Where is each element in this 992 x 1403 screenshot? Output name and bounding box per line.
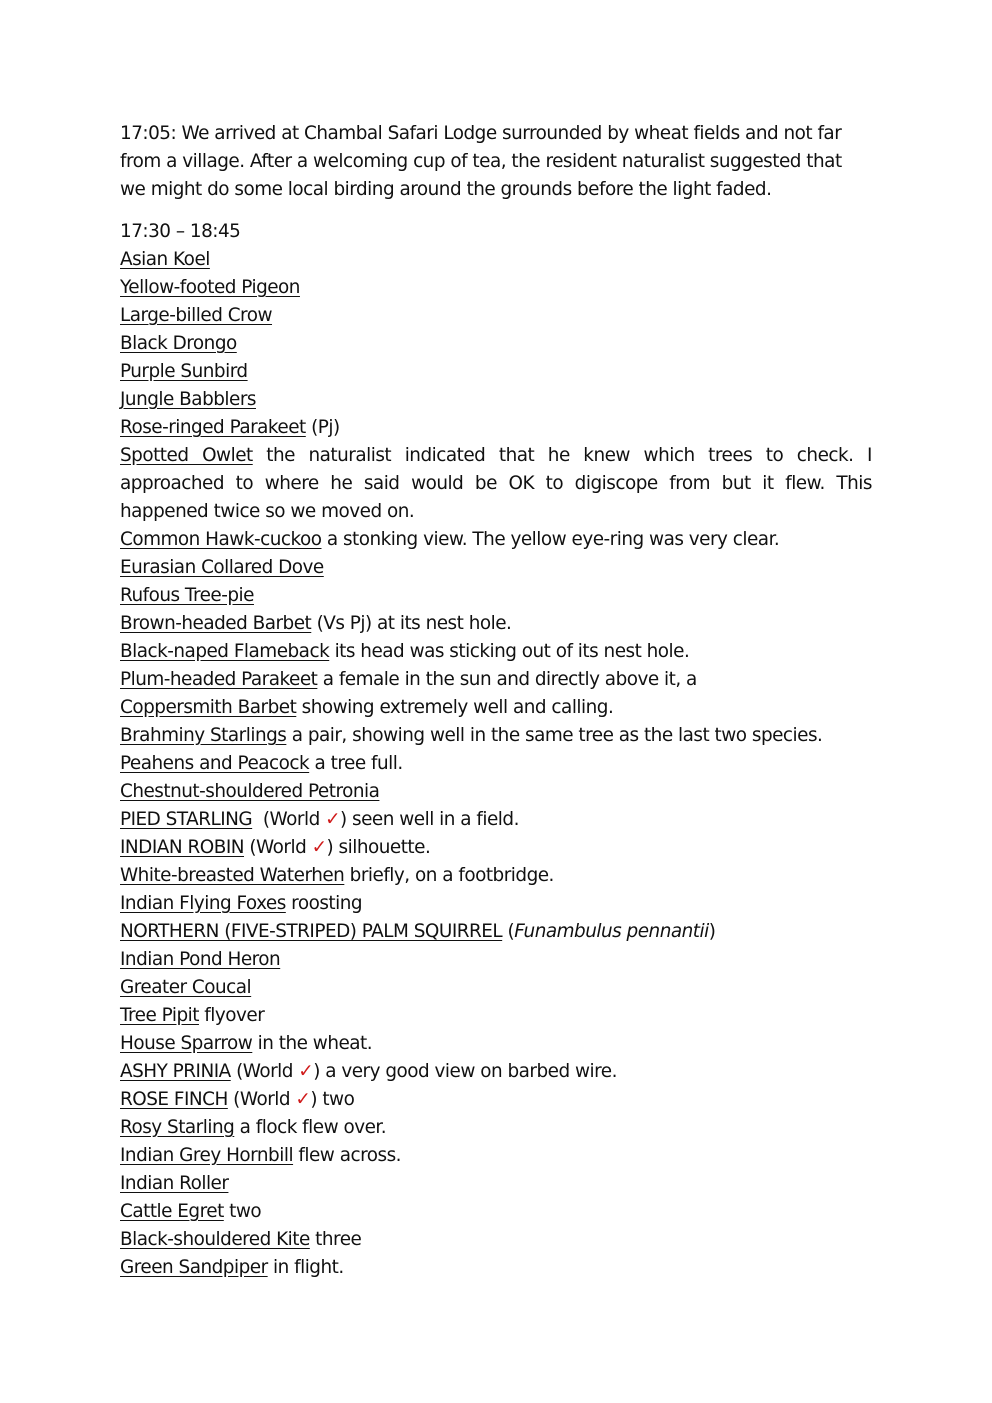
sighting-entry	[120, 386, 872, 414]
sighting-entry	[120, 358, 872, 386]
sighting-note: (Pj)	[305, 417, 340, 438]
sighting-note: flyover	[198, 1005, 265, 1026]
species-name: ROSE FINCH	[120, 1089, 228, 1110]
sighting-entry	[120, 918, 872, 946]
species-name: Jungle Babblers	[120, 389, 256, 410]
species-name: Cattle Egret	[120, 1201, 224, 1222]
sighting-entry	[120, 1226, 872, 1254]
sighting-entry	[120, 582, 872, 610]
sighting-note-suffix: ) a very good view on barbed wire.	[313, 1061, 617, 1082]
sighting-entry	[120, 554, 872, 582]
sighting-note-prefix: (World	[230, 1061, 299, 1082]
sighting-entry	[120, 1142, 872, 1170]
sighting-entry	[120, 694, 872, 722]
species-name: Rose-ringed Parakeet	[120, 417, 306, 438]
species-name: House Sparrow	[120, 1033, 253, 1054]
sighting-note-prefix: (World	[227, 1089, 296, 1110]
sighting-entry	[120, 834, 872, 862]
sighting-entry	[120, 246, 872, 274]
sighting-entry	[120, 302, 872, 330]
sighting-entry	[120, 1030, 872, 1058]
sighting-entry	[120, 862, 872, 890]
sighting-note: three	[309, 1229, 362, 1250]
species-name: Plum-headed Parakeet	[120, 669, 318, 690]
species-name: Chestnut-shouldered Petronia	[120, 781, 380, 802]
sighting-entry	[120, 1254, 872, 1282]
species-name: Spotted Owlet	[120, 445, 253, 466]
species-name: PIED STARLING	[120, 809, 253, 830]
species-name: Asian Koel	[120, 249, 210, 270]
species-name: Black Drongo	[120, 333, 237, 354]
sighting-note: in the wheat.	[252, 1033, 373, 1054]
intro-paragraph: 17:05: We arrived at Chambal Safari Lodge surrounded by wheat fields and not far from a village. After a welcoming cup of tea, the resident naturalist suggested that we might do some local birding around the grounds before the light faded.	[120, 123, 842, 200]
sighting-entry	[120, 638, 872, 666]
sighting-note: its head was sticking out of its nest hole.	[329, 641, 690, 662]
species-name: Black-shouldered Kite	[120, 1229, 310, 1250]
sighting-note-prefix: (World	[244, 837, 312, 858]
sighting-entry	[120, 442, 878, 526]
sighting-entry	[120, 526, 872, 554]
species-name: Indian Pond Heron	[120, 949, 281, 970]
tick-icon: ✓	[298, 1061, 314, 1082]
sighting-note-prefix: (World	[252, 809, 326, 830]
species-name: Indian Grey Hornbill	[120, 1145, 294, 1166]
sighting-entry	[120, 722, 872, 750]
sighting-entry	[120, 890, 872, 918]
sighting-note: the naturalist indicated that he knew which trees to check. I approached to where he said would be OK to digiscope from but it flew. This happened twice so we moved on.	[120, 445, 878, 522]
species-name: Tree Pipit	[120, 1005, 199, 1026]
sighting-entry	[120, 1114, 872, 1142]
species-name: White-breasted Waterhen	[120, 865, 345, 886]
sighting-note: flew across.	[293, 1145, 401, 1166]
sighting-entry	[120, 946, 872, 974]
sighting-entry	[120, 778, 872, 806]
species-name: Yellow-footed Pigeon	[120, 277, 300, 298]
sighting-entry	[120, 1002, 872, 1030]
species-name: Large-billed Crow	[120, 305, 273, 326]
sighting-entry	[120, 414, 872, 442]
species-name: NORTHERN (FIVE-STRIPED) PALM SQUIRREL	[120, 921, 503, 942]
sightings-list	[120, 246, 878, 1282]
sighting-note: a female in the sun and directly above it, a	[317, 669, 697, 690]
sighting-entry	[120, 806, 872, 834]
species-name: Peahens and Peacock	[120, 753, 310, 774]
species-name: Indian Roller	[120, 1173, 229, 1194]
species-name: Rosy Starling	[120, 1117, 235, 1138]
sighting-note: a pair, showing well in the same tree as the last two species.	[286, 725, 823, 746]
sighting-entry	[120, 1086, 872, 1114]
sighting-note-suffix: ) seen well in a field.	[340, 809, 519, 830]
species-name: Green Sandpiper	[120, 1257, 268, 1278]
sighting-note-prefix: (	[502, 921, 515, 942]
species-name: Greater Coucal	[120, 977, 252, 998]
sighting-entry	[120, 1058, 872, 1086]
sighting-note: a tree full.	[309, 753, 403, 774]
sighting-entry	[120, 1170, 872, 1198]
scientific-name: Funambulus pennantii	[514, 921, 709, 942]
species-name: ASHY PRINIA	[120, 1061, 231, 1082]
sighting-note-suffix: )	[708, 921, 716, 942]
species-name: Brown-headed Barbet	[120, 613, 312, 634]
sighting-entry	[120, 330, 872, 358]
species-name: Common Hawk-cuckoo	[120, 529, 322, 550]
sighting-note: a stonking view. The yellow eye-ring was very clear.	[321, 529, 780, 550]
sighting-note: showing extremely well and calling.	[296, 697, 614, 718]
species-name: Brahminy Starlings	[120, 725, 287, 746]
sighting-entry	[120, 610, 872, 638]
sighting-note-suffix: ) two	[310, 1089, 355, 1110]
species-name: Purple Sunbird	[120, 361, 248, 382]
sighting-entry	[120, 750, 872, 778]
species-name: Indian Flying Foxes	[120, 893, 286, 914]
sighting-note: in flight.	[267, 1257, 344, 1278]
sighting-entry	[120, 274, 872, 302]
species-name: Coppersmith Barbet	[120, 697, 297, 718]
sighting-note: (Vs Pj) at its nest hole.	[311, 613, 512, 634]
sighting-note-suffix: ) silhouette.	[326, 837, 431, 858]
sighting-note: two	[223, 1201, 262, 1222]
sighting-entry	[120, 666, 872, 694]
time-range: 17:30 – 18:45	[120, 221, 241, 242]
tick-icon: ✓	[295, 1089, 311, 1110]
sighting-entry	[120, 974, 872, 1002]
tick-icon: ✓	[311, 837, 327, 858]
species-name: INDIAN ROBIN	[120, 837, 245, 858]
sighting-note: briefly, on a footbridge.	[344, 865, 554, 886]
sighting-note: roosting	[285, 893, 363, 914]
sighting-note: a flock flew over.	[234, 1117, 387, 1138]
species-name: Rufous Tree-pie	[120, 585, 254, 606]
document-page	[120, 120, 878, 1282]
species-name: Black-naped Flameback	[120, 641, 330, 662]
tick-icon: ✓	[325, 809, 341, 830]
sighting-entry	[120, 1198, 872, 1226]
species-name: Eurasian Collared Dove	[120, 557, 324, 578]
